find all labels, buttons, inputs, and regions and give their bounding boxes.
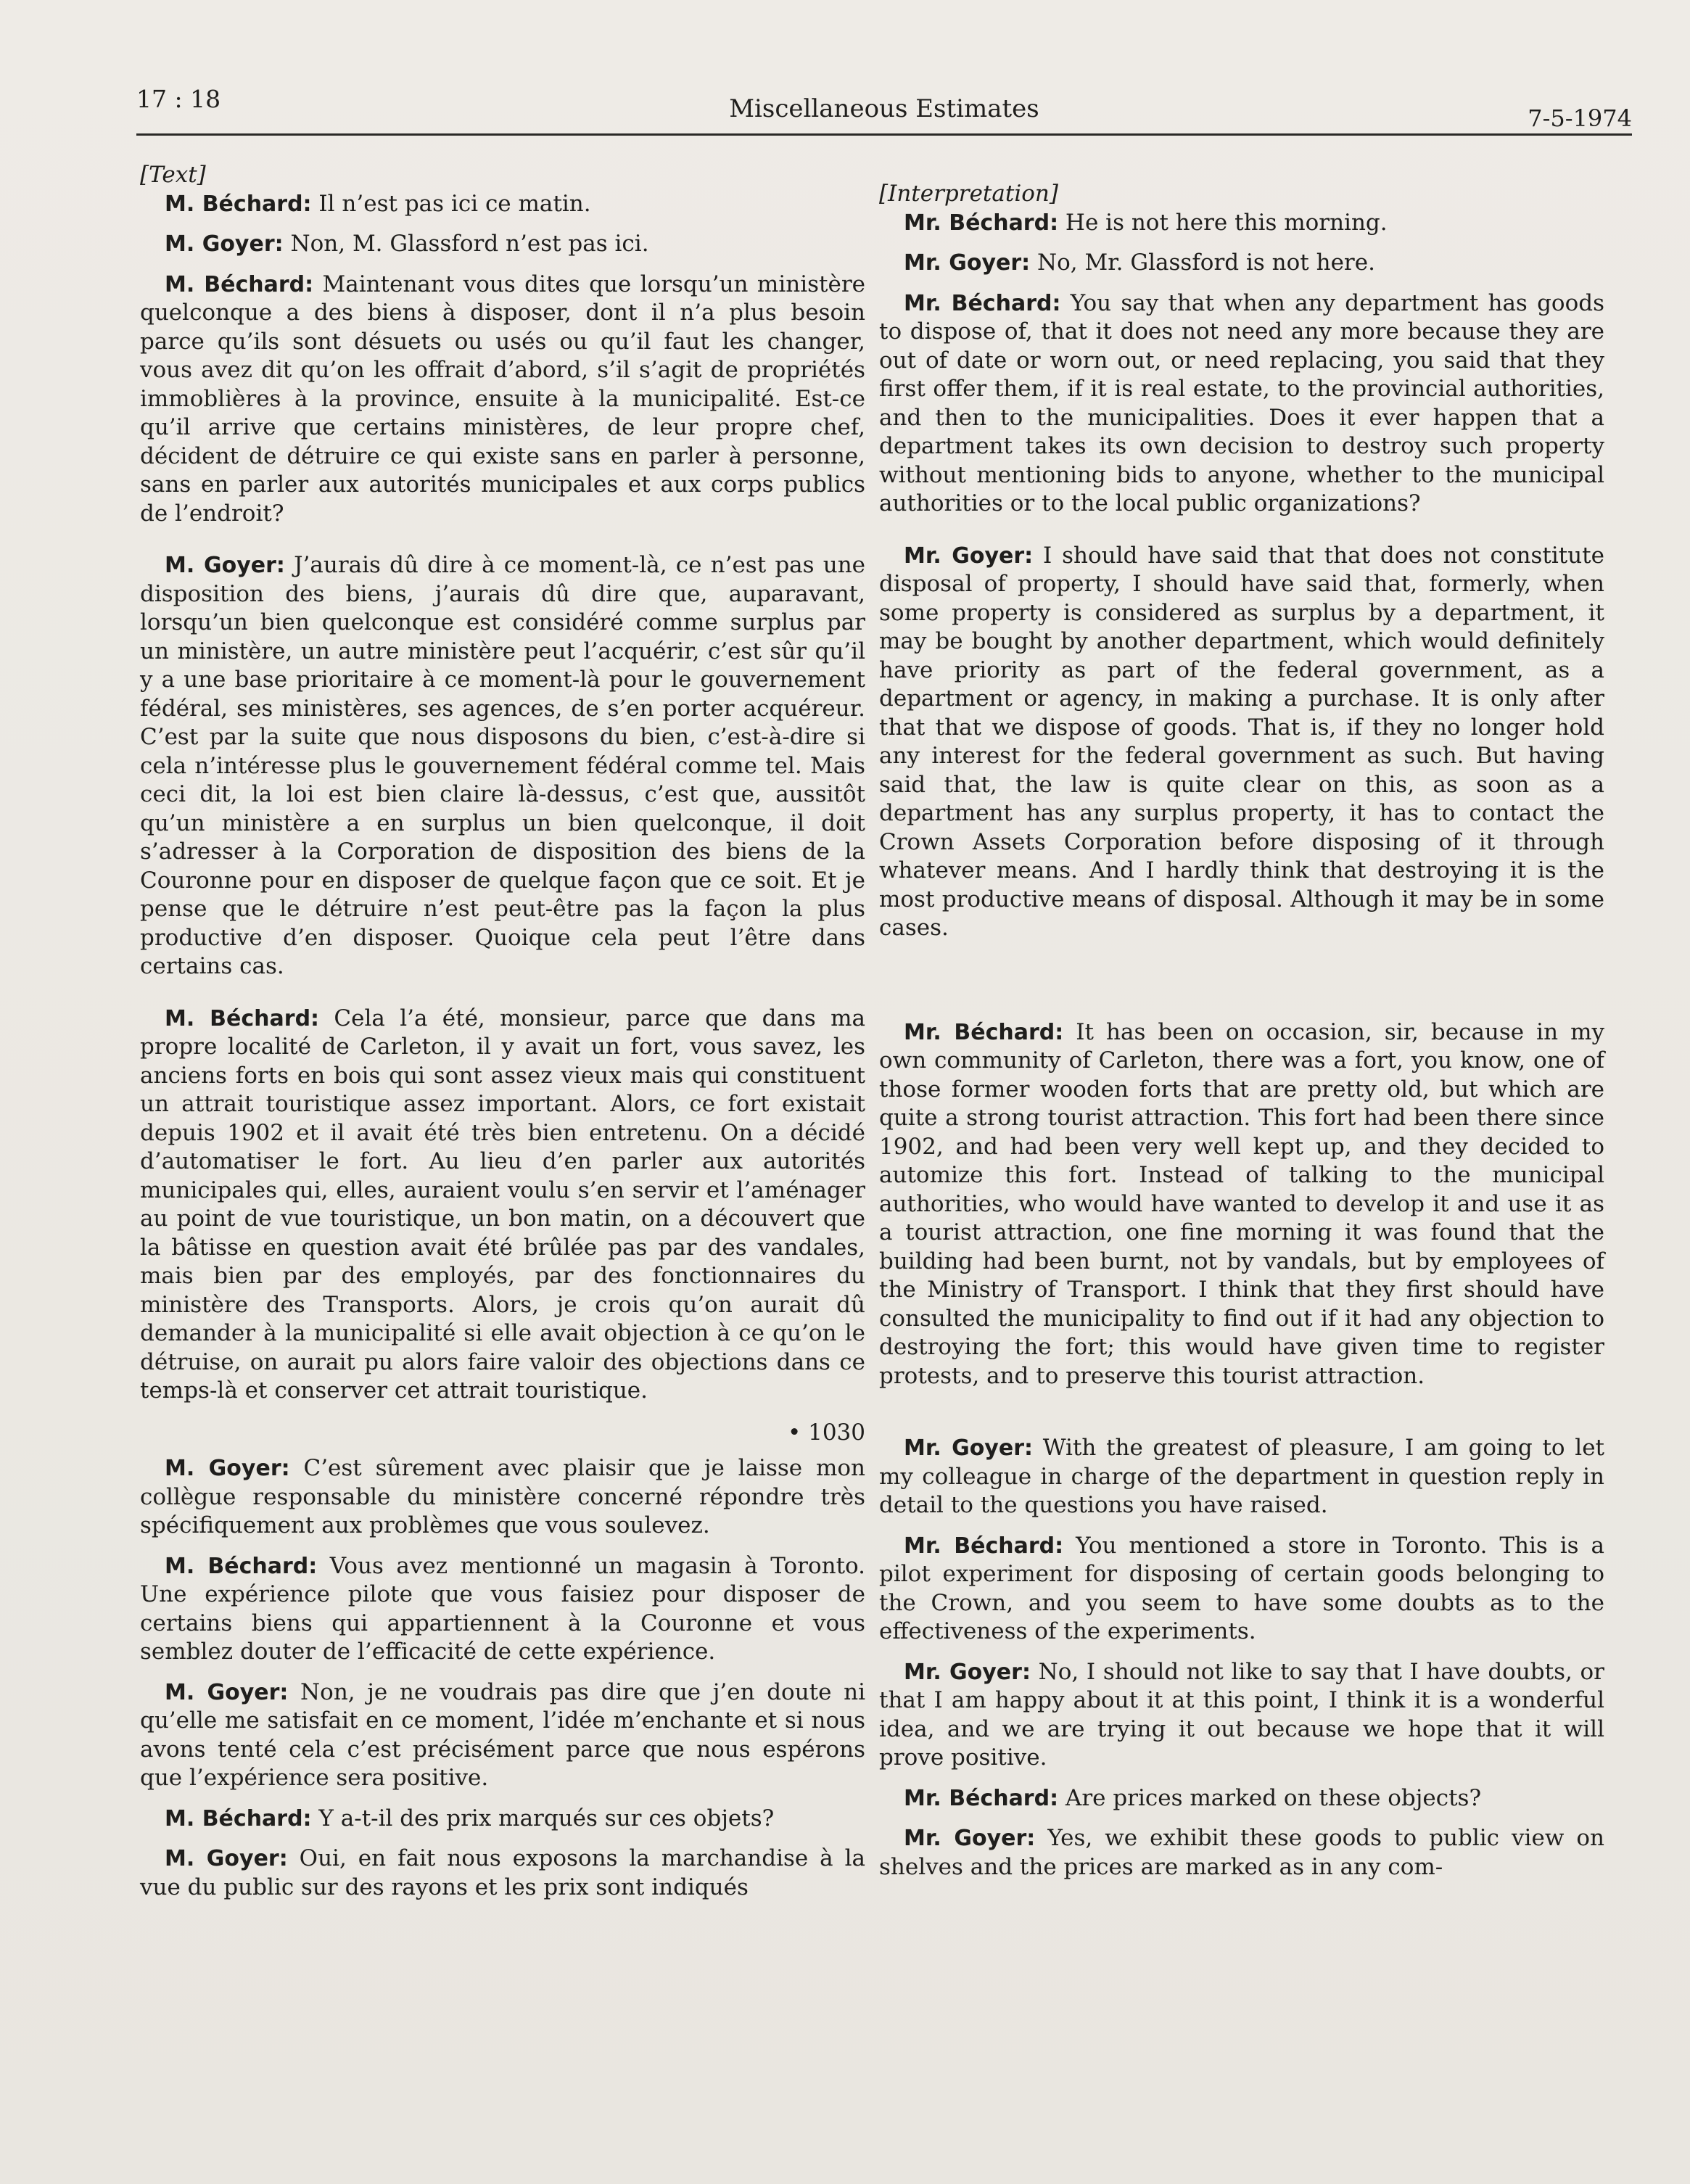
speech-text: With the greatest of pleasure, I am going to let my colleague in charge of the department in question reply in detail to the questions you have raised.: [879, 1435, 1604, 1518]
text-label: [Text]: [140, 162, 206, 188]
speaker-name: Mr. Béchard:: [904, 210, 1059, 236]
speaker-name: Mr. Goyer:: [904, 543, 1034, 569]
speech-text: Non, M. Glassford n’est pas ici.: [283, 231, 649, 257]
speaker-name: Mr. Béchard:: [904, 1019, 1064, 1045]
speech-text: J’aurais dû dire à ce moment-là, ce n’est pas une disposition des biens, j’aurais dû dire que, auparavant, lorsqu’un bien quelconque est considéré comme surplus par un ministère, un autre ministère peut l’acquérir, c’est sûr qu’il y a une base prioritaire à ce moment-là pour le gouvernement fédéral, ses ministères, ses agences, de s’en porter acquéreur. C’est par la suite que nous disposons du bien, c’est-à-dire si cela n’intéresse plus le gouvernement fédéral comme tel. Mais ceci dit, la loi est bien claire là-dessus, c’est que, aussitôt qu’un ministère a en surplus un bien quelconque, il doit s’adresser à la Corporation de disposition des biens de la Couronne pour en disposer de quelque façon que ce soit. Et je pense que le détruire n’est peut-être pas la façon la plus productive d’en disposer. Quoique cela peut l’être dans certains cas.: [140, 552, 866, 979]
speaker-name: Mr. Goyer:: [904, 1659, 1031, 1685]
speaker-name: M. Goyer:: [165, 231, 284, 257]
speech-text: Oui, en fait nous exposons la marchandise à la vue du public sur des rayons et les prix sont indiqués: [140, 1845, 865, 1900]
speech-text: I should have said that that does not constitute disposal of property, I should have said that, formerly, when some property is considered as surplus by a department, it may be bought by another department, which would definitely have priority as part of the federal government, as a department or agency, in making a purchase. It is only after that that we dispose of goods. That is, if they no longer hold any interest for the federal government as such. But having said that, the law is quite clear on this, as soon as a department has any surplus property, it has to contact the Crown Assets Corporation before disposing of it through whatever means. And I hardly think that destroying it is the most productive means of disposal. Although it may be in some cases.: [879, 542, 1604, 941]
time-marker: • 1030: [787, 1419, 865, 1446]
speaker-name: Mr. Goyer:: [904, 1435, 1033, 1461]
page-header: [136, 73, 1632, 136]
speaker-name: Mr. Goyer:: [904, 250, 1031, 276]
paragraph: [140, 1454, 865, 1541]
paragraph: [879, 542, 1604, 943]
header-date: 7-5-1974: [1528, 104, 1632, 132]
paragraph: [140, 271, 865, 529]
paragraph: [879, 1824, 1604, 1882]
speaker-name: M. Goyer:: [165, 1679, 289, 1705]
paragraph: [879, 209, 1604, 238]
paragraph: [140, 1845, 865, 1902]
french-column: [140, 161, 865, 1913]
speech-text: Maintenant vous dites que lorsqu’un ministère quelconque a des biens à disposer, dont il n’a plus besoin parce qu’ils sont désuets ou usés ou qu’il faut les changer, vous avez dit qu’on les offrait d’abord, s’il s’agit de propriétés immoblières à la province, ensuite à la municipalité. Est-ce qu’il arrive que certains ministères, de leur propre chef, décident de détruire ce qui existe sans en parler à personne, sans en parler aux autorités municipales et aux corps publics de l’endroit?: [140, 271, 866, 527]
paragraph: [879, 1434, 1604, 1520]
speech-text: C’est sûrement avec plaisir que je laisse mon collègue responsable du ministère concerné répondre très spécifiquement aux problèmes que vous soulevez.: [140, 1455, 866, 1538]
speaker-name: Mr. Béchard:: [904, 290, 1061, 316]
page-number: 17 : 18: [136, 85, 221, 113]
speech-text: Non, je ne voudrais pas dire que j’en doute ni qu’elle me satisfait en ce moment, l’idée m’enchante et si nous avons tenté cela c’est précisément parce que nous espérons que l’expérience sera positive.: [140, 1678, 865, 1791]
paragraph: [140, 1005, 865, 1406]
paragraph: [140, 190, 865, 219]
paragraph: [879, 1018, 1604, 1391]
speech-text: You mentioned a store in Toronto. This is a pilot experiment for disposing of certain goods belonging to the Crown, and you seem to have some doubts as to the effectiveness of the experiments.: [879, 1532, 1604, 1644]
paragraph: [879, 1658, 1604, 1773]
paragraph: [879, 289, 1604, 519]
speaker-name: M. Goyer:: [165, 553, 285, 578]
speaker-name: M. Béchard:: [165, 271, 314, 297]
paragraph: [140, 551, 865, 981]
paragraph: [140, 230, 865, 259]
speaker-name: Mr. Béchard:: [904, 1785, 1059, 1811]
paragraph: [140, 1805, 865, 1834]
speech-text: Yes, we exhibit these goods to public view on shelves and the prices are marked as in any com-: [879, 1825, 1604, 1880]
interpretation-label: [Interpretation]: [879, 181, 1058, 207]
speaker-name: M. Goyer:: [165, 1846, 288, 1871]
paragraph: [140, 1552, 865, 1667]
speech-text: No, I should not like to say that I have doubts, or that I am happy about it at this point, I think it is a wonderful idea, and we are trying it out because we hope that it will prove positive.: [879, 1658, 1605, 1771]
paragraph: [879, 1784, 1604, 1813]
english-column: [879, 180, 1604, 1893]
speaker-name: M. Goyer:: [165, 1456, 290, 1481]
speech-text: Il n’est pas ici ce matin.: [311, 190, 591, 217]
paragraph: [140, 1678, 865, 1793]
speech-text: You say that when any department has goods to dispose of, that it does not need any more because they are out of date or worn out, or need replacing, you said that they first offer them, if it is real estate, to the provincial authorities, and then to the municipalities. Does it ever happen that a department takes its own decision to destroy such property without mentioning bids to anyone, whether to the municipal authorities or to the local public organizations?: [879, 289, 1605, 516]
speech-text: No, Mr. Glassford is not here.: [1030, 250, 1375, 276]
speaker-name: Mr. Béchard:: [904, 1533, 1064, 1559]
speech-text: It has been on occasion, sir, because in my own community of Carleton, there was a fort, you know, one of those former wooden forts that are pretty old, but which are quite a strong tourist attraction. This fort had been there since 1902, and had been very well kept up, and they decided to automize this fort. Instead of talking to the municipal authorities, who would have wanted to develop it and use it as a tourist attraction, one fine morning it was found that the building had been burnt, not by vandals, but by employees of the Ministry of Transport. I think that they first should have consulted the municipality to find out if it had any objection to destroying the fort; this would have given time to register protests, and to preserve this tourist attraction.: [879, 1018, 1604, 1389]
speech-text: Vous avez mentionné un magasin à Toronto. Une expérience pilote que vous faisiez pour disposer de certains biens qui appartiennent à la Couronne et vous semblez douter de l’efficacité de cette expérience.: [140, 1552, 866, 1665]
speaker-name: M. Béchard:: [165, 191, 312, 217]
speech-text: He is not here this morning.: [1058, 209, 1388, 236]
paragraph: [879, 1532, 1604, 1647]
running-title: Miscellaneous Estimates: [729, 94, 1039, 123]
speech-text: Cela l’a été, monsieur, parce que dans ma propre localité de Carleton, il y avait un fort, vous savez, les anciens forts en bois qui sont assez vieux mais qui constituent un attrait touristique assez important. Alors, ce fort existait depuis 1902 et il avait été très bien entretenu. On a décidé d’automatiser le fort. Au lieu d’en parler aux autorités municipales qui, elles, auraient voulu s’en servir et l’aménager au point de vue touristique, un bon matin, on a découvert que la bâtisse en question avait été brûlée pas par des vandales, mais bien par des employés, par des fonctionnaires du ministère des Transports. Alors, je crois qu’on aurait dû demander à la municipalité si elle avait objection à ce qu’on le détruise, on aurait pu alors faire valoir des objections dans ce temps-là et conserver cet attrait touristique.: [140, 1005, 865, 1404]
speaker-name: M. Béchard:: [165, 1005, 320, 1031]
speech-text: Y a-t-il des prix marqués sur ces objets?: [311, 1805, 775, 1831]
speech-text: Are prices marked on these objects?: [1058, 1784, 1482, 1811]
speaker-name: M. Béchard:: [165, 1553, 318, 1579]
paragraph: [879, 249, 1604, 278]
speaker-name: Mr. Goyer:: [904, 1826, 1036, 1851]
speaker-name: M. Béchard:: [165, 1805, 312, 1831]
